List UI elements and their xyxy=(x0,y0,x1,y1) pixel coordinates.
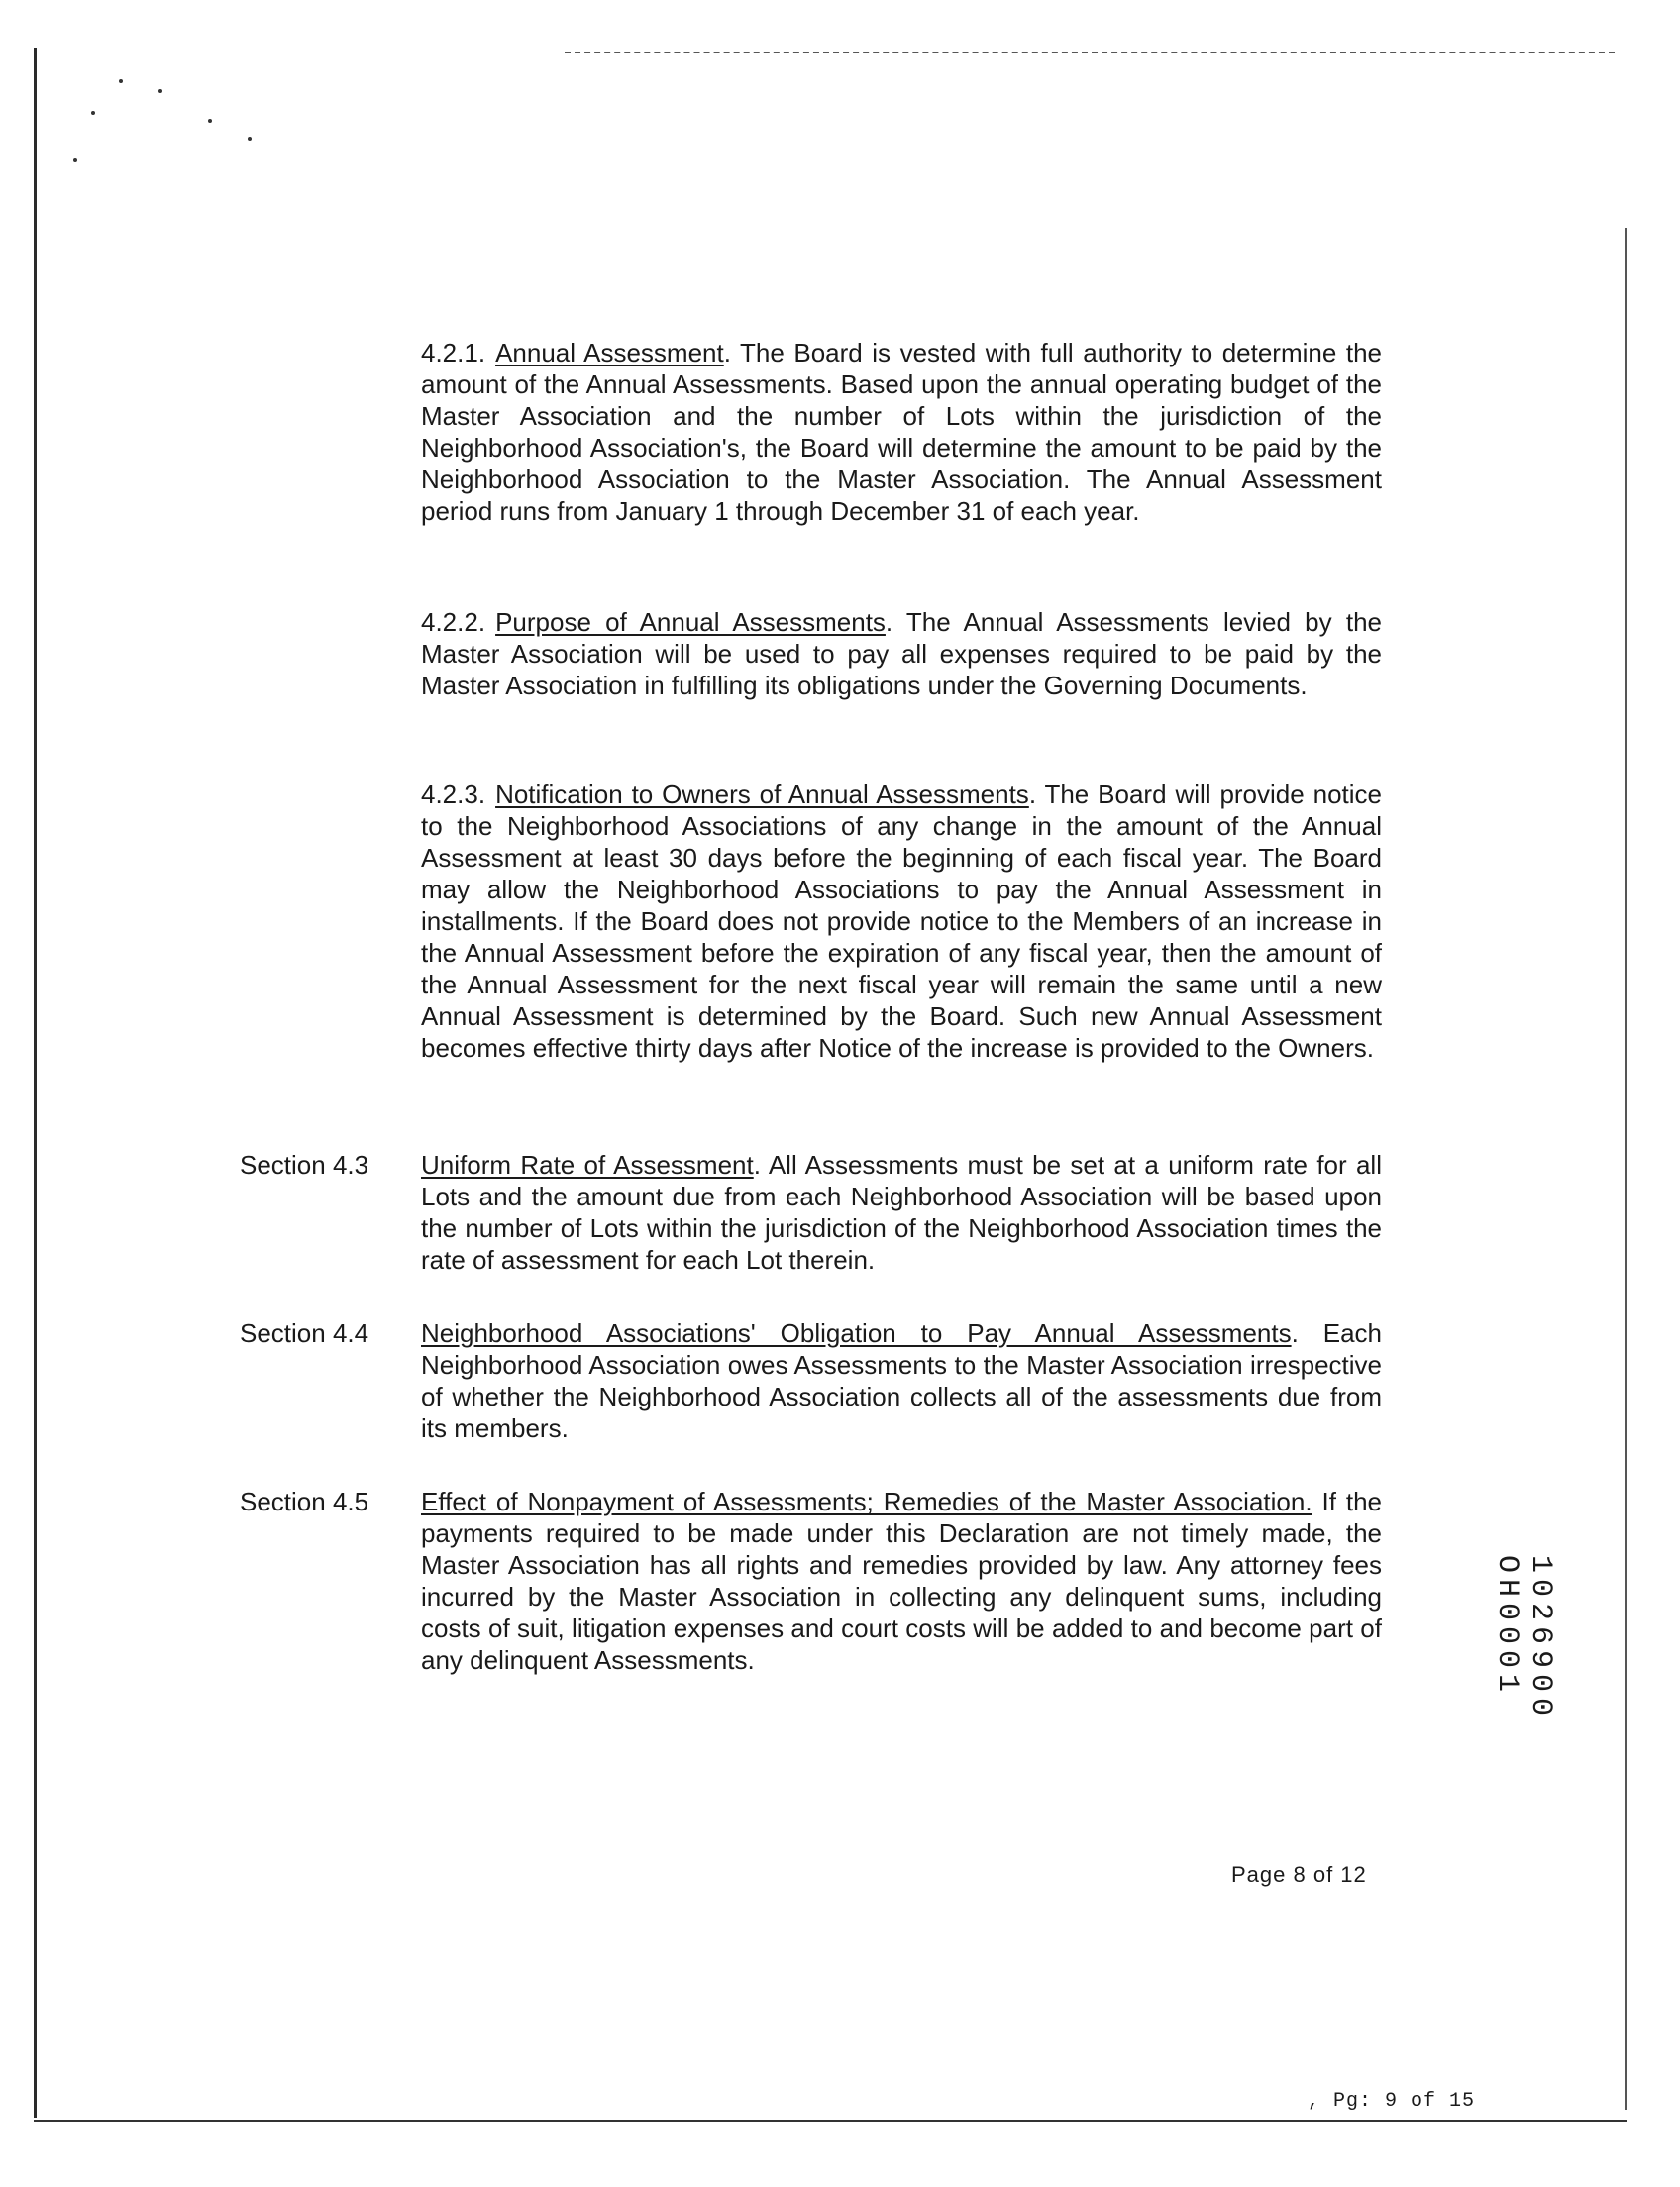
scan-speck xyxy=(208,119,212,123)
paragraph-4-2-1 xyxy=(421,337,1382,527)
scan-speck xyxy=(158,89,162,93)
paragraph-body: . The Board will provide notice to the Neighborhood Associations of any change in the amount of the Annual Assessment at least 30 days before the beginning of each fiscal year. The Board may allow the Neighborhood Associations to pay the Annual Assessment in installments. If the Board does not provide notice to the Members of an increase in the Annual Assessment before the expiration of any fiscal year, then the amount of the Annual Assessment for the next fiscal year will remain the same until a new Annual Assessment is determined by the Board. Such new Annual Assessment becomes effective thirty days after Notice of the increase is provided to the Owners. xyxy=(421,780,1382,1063)
paragraph-title: Purpose of Annual Assessments xyxy=(495,607,886,637)
scan-artifact-left-edge xyxy=(34,48,37,2118)
section-4-5-body xyxy=(421,1486,1382,1676)
section-text: If the payments required to be made under this Declaration are not timely made, the Master Association has all rights and remedies provided by law. Any attorney fees incurred by the Master Association in collecting any delinquent sums, including costs of suit, litigation expenses and court costs will be added to and become part of any delinquent Assessments. xyxy=(421,1487,1382,1675)
scan-speck xyxy=(73,158,77,162)
section-text: . All Assessments must be set at a uniform rate for all Lots and the amount due from each Neighborhood Association will be based upon the number of Lots within the jurisdiction of the Neighborhood Association times the rate of assessment for each Lot therein. xyxy=(421,1150,1382,1275)
scan-speck xyxy=(119,79,123,83)
scan-artifact-right-edge xyxy=(1625,228,1627,2110)
scan-artifact-top-line xyxy=(565,52,1615,53)
paragraph-body: . The Annual Assessments levied by the Master Association will be used to pay all expenses required to be paid by the Master Association in fulfilling its obligations under the Governing Documents. xyxy=(421,607,1382,700)
section-title: Uniform Rate of Assessment xyxy=(421,1150,754,1180)
paragraph-title: Notification to Owners of Annual Assessments xyxy=(495,780,1029,809)
paragraph-number: 4.2.1. xyxy=(421,338,486,367)
paragraph-body: . The Board is vested with full authority to determine the amount of the Annual Assessments. Based upon the annual operating budget of the Master Association and the number of Lots within the jurisdiction of the Neighborhood Association's, the Board will determine the amount to be paid by the Neighborhood Association to the Master Association. The Annual Assessment period runs from January 1 through December 31 of each year. xyxy=(421,338,1382,526)
section-label: Section 4.5 xyxy=(240,1487,369,1516)
section-title: Neighborhood Associations' Obligation to Pay Annual Assessments xyxy=(421,1318,1292,1348)
section-4-4-body xyxy=(421,1317,1382,1444)
recording-page-number: , Pg: 9 of 15 xyxy=(1308,2090,1476,2113)
paragraph-4-2-3 xyxy=(421,779,1382,1064)
scan-speck xyxy=(248,137,252,141)
scan-speck xyxy=(91,111,95,115)
section-label: Section 4.3 xyxy=(240,1150,369,1180)
paragraph-number: 4.2.2. xyxy=(421,607,486,637)
section-text: . Each Neighborhood Association owes Assessments to the Master Association irrespective of whether the Neighborhood Association collects all of the assessments due from its members. xyxy=(421,1318,1382,1443)
recording-stamp-text: 1026900 OH0001 xyxy=(1490,1555,1557,1722)
section-label: Section 4.4 xyxy=(240,1318,369,1348)
recording-stamp xyxy=(1490,1555,1573,1842)
paragraph-4-2-2 xyxy=(421,606,1382,701)
section-title: Effect of Nonpayment of Assessments; Remedies of the Master Association. xyxy=(421,1487,1312,1516)
paragraph-number: 4.2.3. xyxy=(421,780,486,809)
page-number: Page 8 of 12 xyxy=(1231,1862,1367,1887)
section-4-3-body xyxy=(421,1149,1382,1276)
paragraph-title: Annual Assessment xyxy=(495,338,724,367)
scan-artifact-bottom-line xyxy=(34,2120,1627,2122)
